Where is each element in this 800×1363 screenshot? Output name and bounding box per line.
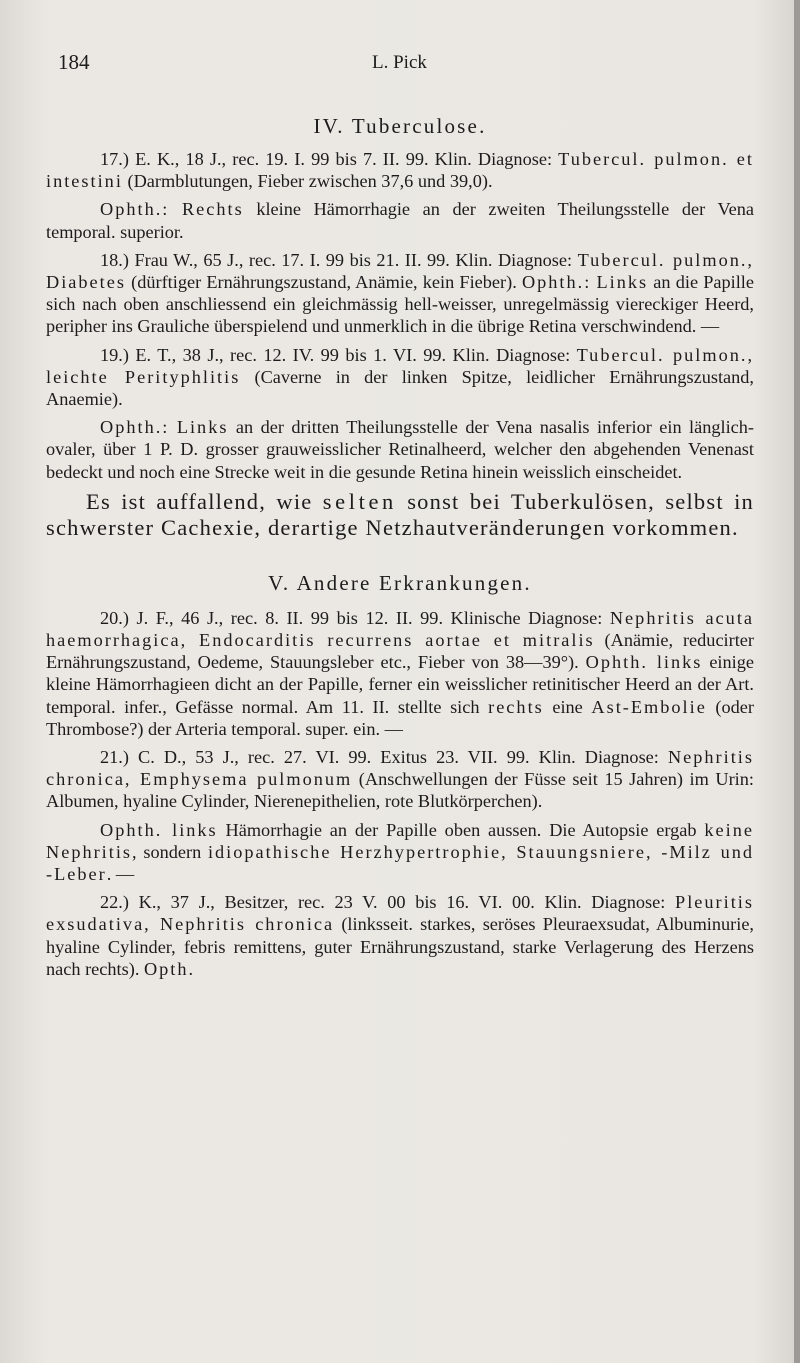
text-run: (Darmblutungen, Fieber zwischen 37,6 und 39,0). [122, 171, 493, 192]
page-header [0, 50, 800, 82]
case-paragraph [46, 249, 754, 338]
text-run: an der dritten Theilungsstelle der Vena nasalis inferior ein länglich-ovaler, über 1 P. D. grosser grauweisslicher Retinalheerd, welcher den abgehenden Venenast bedeckt und noch eine Strecke weit in die gesunde Retina hinein weisslich einscheidet. [46, 417, 754, 482]
text-run: (Anschwellungen der Füsse seit 15 Jahren) im Urin: Albumen, hyaline Cylinder, Nierenepithelien, rote Blutkörperchen). [46, 769, 754, 812]
text-run: kleine Hämorrhagie an der zweiten Theilungsstelle der Vena temporal. superior. [46, 199, 754, 242]
spaced-term: Pleuritis exsudativa, Nephritis chronica [46, 892, 754, 935]
case-paragraph [46, 344, 754, 411]
spaced-term: Ophth. links [585, 652, 703, 673]
spaced-term: Links [176, 417, 229, 438]
case-paragraph [46, 607, 754, 740]
spaced-term: Nephritis chronica, Emphysema pulmonum [46, 747, 754, 790]
spaced-term: Tubercul. pulmon., leichte Perityphlitis [46, 344, 755, 387]
spaced-term: selten [322, 488, 397, 514]
case-paragraph [46, 198, 754, 242]
text-run [169, 417, 176, 437]
spaced-term: rechts [488, 696, 544, 717]
text-run: an die Papille sich nach oben anschliessend ein gleichmässig hell-weisser, unregelmässig viereckiger Heerd, peripher ins Grauliche überspielend und unmerklich in die übrige Retina verschwindend. — [46, 272, 754, 337]
spaced-term: Ophth. links [100, 819, 218, 840]
case-paragraph [46, 148, 754, 192]
section-title: V. Andere Erkrankungen. [268, 570, 532, 595]
case-paragraph [46, 416, 754, 483]
text-run: 22.) K., 37 J., Besitzer, rec. 23 V. 00 bis 16. VI. 00. Klin. Diagnose: [100, 892, 676, 913]
page-edge [794, 0, 800, 1363]
conclusion-paragraph [46, 489, 754, 541]
text-run: einige kleine Hämorrhagieen dicht an der Papille, ferner ein weisslicher retinitischer Heerd an der Art. temporal. infer., Gefässe normal. Am 11. II. stellte sich [46, 652, 754, 717]
text-run: eine [543, 696, 592, 717]
text-run: 20.) J. F., 46 J., rec. 8. II. 99 bis 12. II. 99. Klinische Diagnose: [100, 607, 610, 628]
running-head: L. Pick [372, 52, 427, 73]
case-paragraph [46, 819, 754, 886]
spaced-term: Opth. [143, 958, 196, 979]
text-run: (dürftiger Ernährungszustand, Anämie, kein Fieber). [125, 272, 522, 293]
spaced-term: Ophth.: [100, 199, 170, 220]
text-run: 21.) C. D., 53 J., rec. 27. VI. 99. Exitus 23. VII. 99. Klin. Diagnose: [100, 747, 668, 768]
text-run: Es ist auffallend, wie [86, 488, 323, 514]
spaced-term: keine Nephritis [46, 819, 754, 862]
text-run: 18.) Frau W., 65 J., rec. 17. I. 99 bis 21. II. 99. Klin. Diagnose: [100, 249, 578, 270]
spaced-term: Ophth.: [521, 272, 592, 293]
spaced-term: Ophth.: [100, 417, 170, 438]
case-paragraph [46, 746, 754, 813]
text-run: (linksseit. starkes, seröses Pleuraexsudat, Albuminurie, hyaline Cylinder, febris remittens, guter Ernährungszustand, starke Verlagerung des Herzens nach rechts). [46, 914, 755, 979]
text-run: sonst bei Tuberkulösen, selbst in schwerster Cachexie, derartige Netzhautveränderungen vorkommen. [46, 488, 754, 540]
text-run [169, 199, 182, 219]
text-run: (Caverne in der linken Spitze, leidlicher Ernährungszustand, Anaemie). [46, 366, 754, 410]
spaced-term: Tubercul. pulmon., Diabetes [46, 249, 754, 293]
spaced-term: Links [596, 272, 649, 293]
text-run: , sondern [132, 841, 208, 862]
text-run: (oder Thrombose?) der Arteria temporal. super. ein. — [46, 696, 754, 739]
section-title: IV. Tuberculose. [313, 114, 487, 138]
spaced-term: Nephritis acuta haemorrhagica, Endocarditis recurrens aortae et mitralis [46, 607, 755, 651]
text-run: Hämorrhagie an der Papille oben aussen. Die Autopsie ergab [217, 819, 705, 840]
spaced-term: Ast-Embolie [591, 696, 707, 717]
spaced-term: Tubercul. pulmon. et intestini [46, 149, 754, 192]
text-run: 17.) E. K., 18 J., rec. 19. I. 99 bis 7. II. 99. Klin. Diagnose: [100, 149, 559, 169]
page-number: 184 [58, 50, 90, 74]
spaced-term: Rechts [181, 199, 244, 220]
spaced-term: idiopathische Herzhypertrophie, Stauungsniere, -Milz und -Leber [46, 841, 754, 885]
text-run: (Anämie, reducirter Ernährungszustand, Oedeme, Stauungsleber etc., Fieber von 38—39°). [46, 630, 755, 673]
page-body [46, 112, 754, 986]
text-run: . — [106, 864, 135, 885]
case-paragraph [46, 891, 754, 980]
text-run: 19.) E. T., 38 J., rec. 12. IV. 99 bis 1. VI. 99. Klin. Diagnose: [100, 344, 577, 365]
